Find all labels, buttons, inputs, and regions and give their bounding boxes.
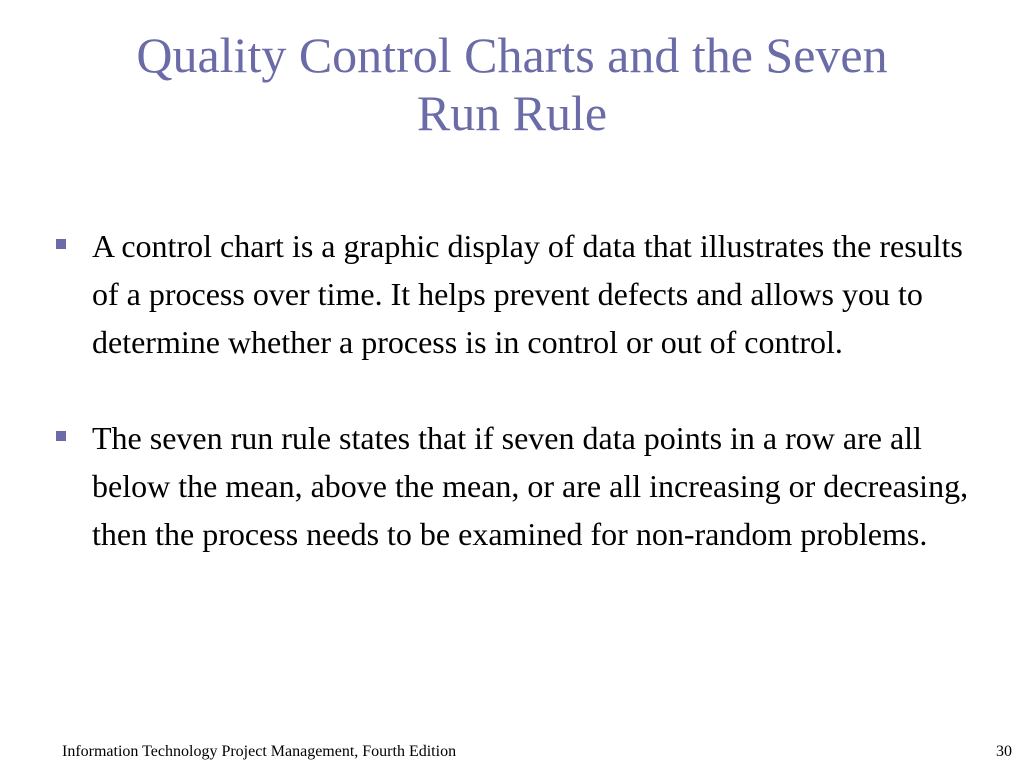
slide-title-line-1: Quality Control Charts and the Seven <box>136 27 888 83</box>
bullet-text: A control chart is a graphic display of data that illustrates the results of a process over time. It helps prevent defects and allows you to determine whether a process is in control or out of control. <box>92 228 963 360</box>
page-number: 30 <box>996 743 1012 760</box>
square-bullet-icon <box>56 239 66 249</box>
square-bullet-icon <box>56 431 66 441</box>
bullet-item <box>54 222 984 366</box>
slide-footer: Information Technology Project Management, Fourth Edition <box>62 743 457 760</box>
bullet-item <box>54 414 984 558</box>
slide-title <box>40 26 984 142</box>
bullet-list <box>54 222 984 606</box>
bullet-text: The seven run rule states that if seven data points in a row are all below the mean, above the mean, or are all increasing or decreasing, then the process needs to be examined for non-random problems. <box>92 420 969 552</box>
slide-title-line-2: Run Rule <box>416 85 608 141</box>
